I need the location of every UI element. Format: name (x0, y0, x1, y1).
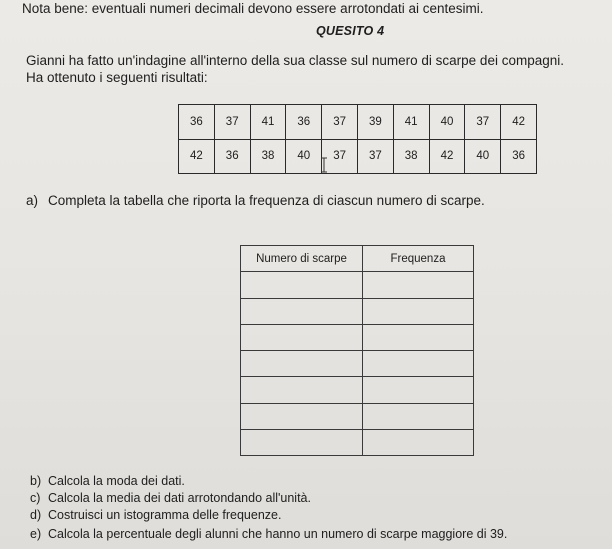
question-text: Calcola la media dei dati arrotondando all'unità. (48, 491, 311, 505)
text-cursor-icon (320, 157, 328, 173)
question-c (30, 491, 311, 505)
data-cell: 40 (465, 139, 501, 174)
data-cell: 37 (465, 105, 501, 140)
data-cell: 40 (286, 139, 322, 174)
data-cell: 36 (286, 105, 322, 140)
data-cell: 42 (179, 139, 215, 174)
data-cell: 36 (179, 105, 215, 140)
data-cell: 37 (322, 139, 358, 174)
question-text: Calcola la moda dei dati. (48, 474, 185, 488)
empty-cell (241, 272, 363, 298)
data-cell: 38 (393, 139, 429, 174)
empty-cell (363, 324, 474, 350)
empty-cell (241, 298, 363, 324)
question-b (30, 474, 185, 488)
data-cell: 37 (322, 105, 358, 140)
frequency-table (240, 245, 474, 456)
intro-line-2: Ha ottenuto i seguenti risultati: (26, 70, 208, 85)
data-cell: 37 (214, 105, 250, 140)
data-cell: 42 (429, 139, 465, 174)
empty-cell (363, 298, 474, 324)
empty-cell (363, 377, 474, 403)
empty-cell (363, 403, 474, 429)
data-cell: 38 (250, 139, 286, 174)
question-letter: e) (30, 527, 42, 541)
empty-cell (363, 272, 474, 298)
question-text: Completa la tabella che riporta la frequenza di ciascun numero di scarpe. (48, 193, 485, 208)
empty-cell (241, 377, 363, 403)
data-cell: 39 (357, 105, 393, 140)
question-title: QUESITO 4 (316, 24, 385, 38)
data-cell: 40 (429, 105, 465, 140)
question-a (26, 193, 485, 208)
empty-cell (363, 351, 474, 377)
question-letter: a) (26, 193, 39, 208)
question-d (30, 508, 281, 522)
note-text: Nota bene: eventuali numeri decimali devono essere arrotondati ai centesimi. (22, 1, 484, 16)
frequency-empty-row (241, 351, 474, 377)
empty-cell (241, 429, 363, 455)
data-cell: 37 (357, 139, 393, 174)
question-e (30, 527, 507, 541)
frequency-empty-row (241, 377, 474, 403)
frequency-empty-row (241, 272, 474, 298)
question-letter: d) (30, 508, 42, 522)
empty-cell (363, 429, 474, 455)
header-frequency: Frequenza (363, 246, 474, 272)
data-row-1 (179, 105, 537, 140)
shoe-size-data-table (178, 104, 537, 174)
empty-cell (241, 403, 363, 429)
data-cell: 41 (393, 105, 429, 140)
data-cell: 36 (214, 139, 250, 174)
frequency-empty-row (241, 324, 474, 350)
question-letter: c) (30, 491, 41, 505)
data-cell: 41 (250, 105, 286, 140)
question-letter: b) (30, 474, 42, 488)
question-text: Calcola la percentuale degli alunni che hanno un numero di scarpe maggiore di 39. (48, 527, 508, 541)
header-shoe-size: Numero di scarpe (241, 246, 363, 272)
empty-cell (241, 351, 363, 377)
frequency-empty-row (241, 429, 474, 455)
data-cell: 42 (501, 105, 537, 140)
frequency-header-row (241, 246, 474, 272)
question-text: Costruisci un istogramma delle frequenze. (48, 508, 282, 522)
intro-line-1: Gianni ha fatto un'indagine all'interno della sua classe sul numero di scarpe dei compagni. (26, 53, 564, 68)
data-cell: 36 (501, 139, 537, 174)
data-row-2 (179, 139, 537, 174)
frequency-empty-row (241, 298, 474, 324)
empty-cell (241, 324, 363, 350)
frequency-empty-row (241, 403, 474, 429)
